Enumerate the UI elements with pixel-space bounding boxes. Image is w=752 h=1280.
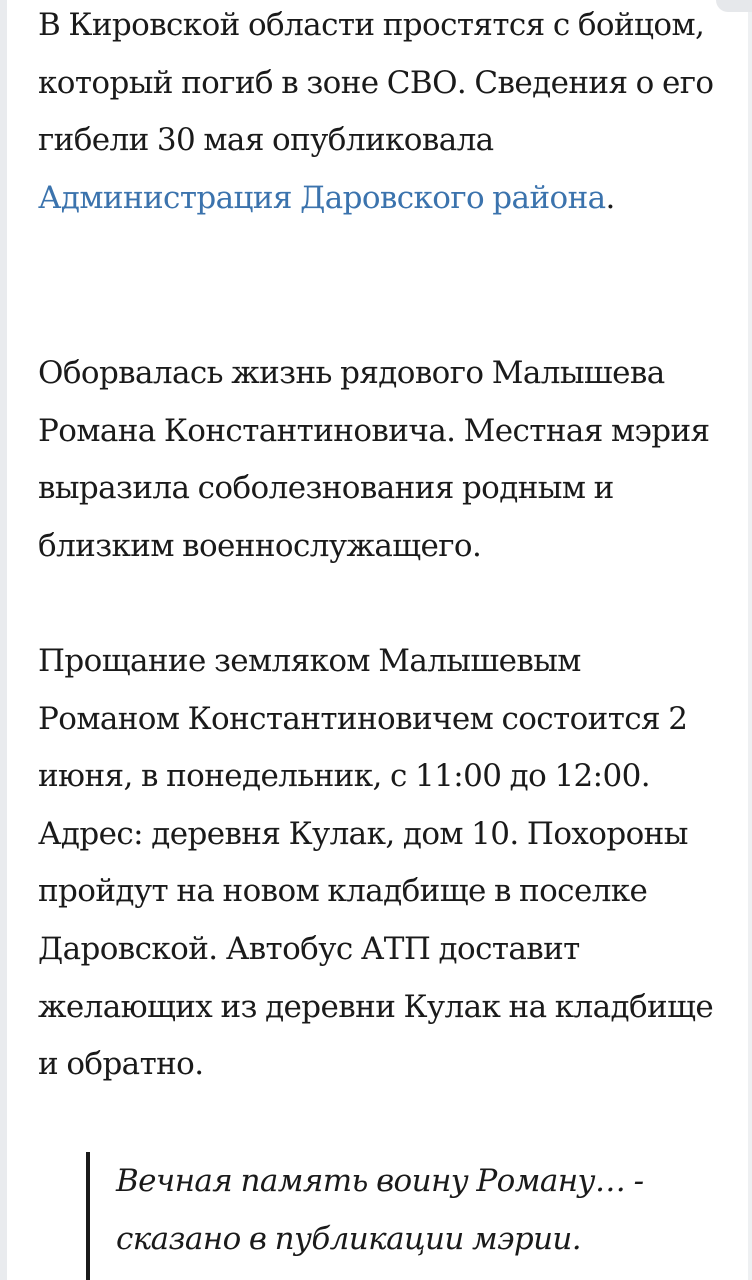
paragraph-farewell-details: Прощание земляком Малышевым Романом Константиновичем состоится 2 июня, в понедельник, с 11:00 до 12:00. Адрес: деревня Кулак, дом 10. Похороны пройдут на новом кладбище в поселке Даровской. Автобус АТП доставит желающих из деревни Кулак на кладбище и обратно. — [38, 643, 714, 1083]
paragraph-intro — [38, 0, 728, 227]
intro-end-punctuation: . — [605, 179, 615, 216]
paragraph-death-notice: Оборвалась жизнь рядового Малышева Романа Константиновича. Местная мэрия выразила соболезнования родным и близким военнослужащего. — [38, 355, 710, 564]
quote-attribution: - сказано в публикации мэрии. — [116, 1163, 644, 1257]
right-edge-border — [748, 0, 752, 1280]
intro-text: В Кировской области простятся с бойцом, который погиб в зоне СВО. Сведения о его гибели 30 мая опубликовала — [38, 7, 714, 159]
left-edge-border — [0, 0, 7, 1280]
blockquote — [86, 1152, 686, 1280]
quote-italic-text: Вечная память воину Роману… — [116, 1163, 626, 1199]
quote-text — [116, 1152, 686, 1268]
administration-link[interactable]: Администрация Даровского района — [38, 179, 606, 216]
